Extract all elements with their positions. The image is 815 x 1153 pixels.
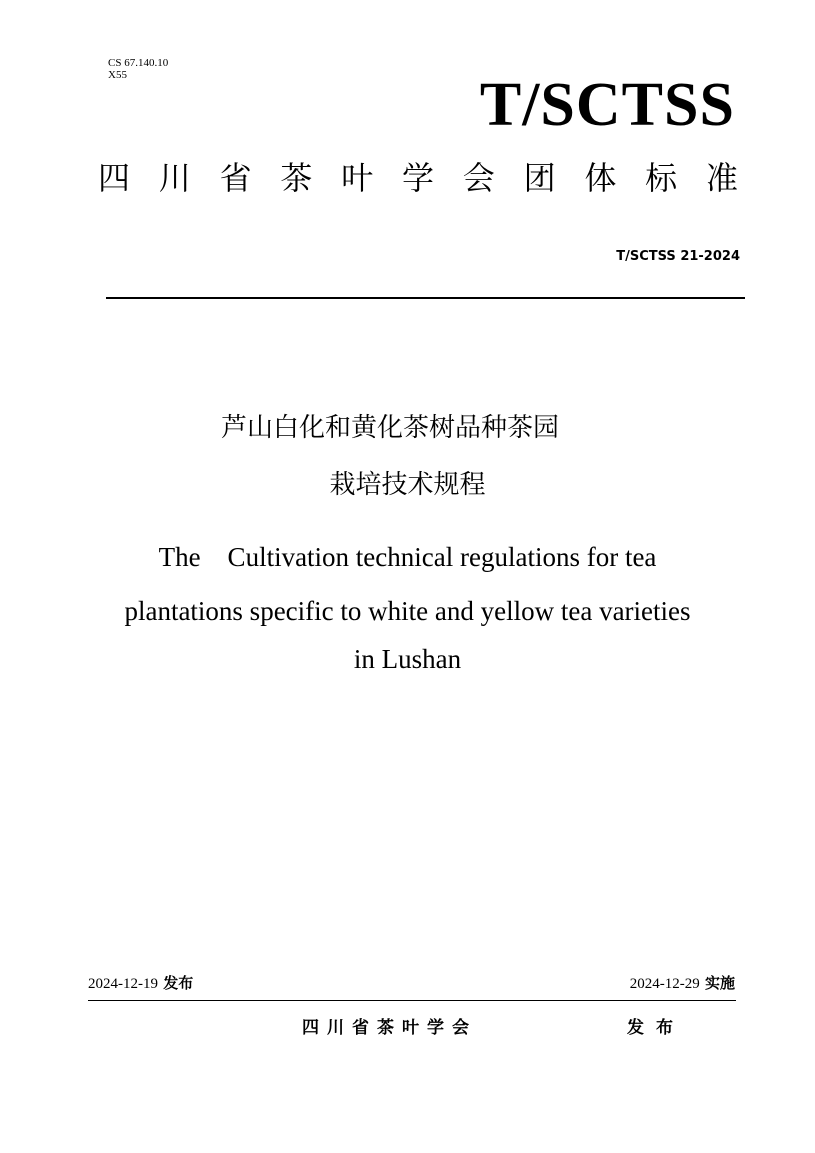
standard-type-char: 省 <box>219 159 252 197</box>
footer-divider <box>88 1000 736 1001</box>
publish-word: 发布 <box>627 1018 685 1038</box>
issue-label: 发布 <box>163 974 194 992</box>
implement-date: 2024-12-29 <box>629 976 700 992</box>
title-en-line-2: plantations specific to white and yellow tea varieties <box>124 596 691 626</box>
standard-type-char: 体 <box>584 159 617 197</box>
standard-prefix-logo: T/SCTSS <box>479 71 735 139</box>
header-divider <box>106 297 745 299</box>
standard-type-char: 学 <box>401 159 434 197</box>
classification-codes <box>108 57 168 81</box>
standard-type-char: 四 <box>98 159 131 197</box>
standard-type-char: 团 <box>523 159 556 197</box>
standard-type-char: 茶 <box>280 159 313 197</box>
issue-date-line <box>88 973 193 994</box>
standard-type-char: 会 <box>462 159 495 197</box>
title-cn-line-1: 芦山白化和黄化茶树品种茶园 <box>220 413 559 443</box>
ccs-code: X55 <box>108 69 127 81</box>
publisher-name: 四川省茶叶学会 <box>302 1018 477 1038</box>
ics-code: CS 67.140.10 <box>108 57 169 69</box>
standard-type-char: 川 <box>158 159 191 197</box>
standard-type-char: 叶 <box>341 159 374 197</box>
standard-type-char: 准 <box>705 159 738 197</box>
title-en-line-3: in Lushan <box>353 644 462 674</box>
title-cn-line-2: 栽培技术规程 <box>329 470 486 500</box>
issue-date: 2024-12-19 <box>88 976 158 992</box>
standard-type-char: 标 <box>645 159 678 197</box>
standard-type-title <box>98 156 738 200</box>
title-en-line-1: The Cultivation technical regulations for tea <box>158 542 657 572</box>
implement-date-line <box>630 973 735 994</box>
standard-number: T/SCTSS 21-2024 <box>616 249 740 264</box>
implement-label: 实施 <box>704 974 735 992</box>
